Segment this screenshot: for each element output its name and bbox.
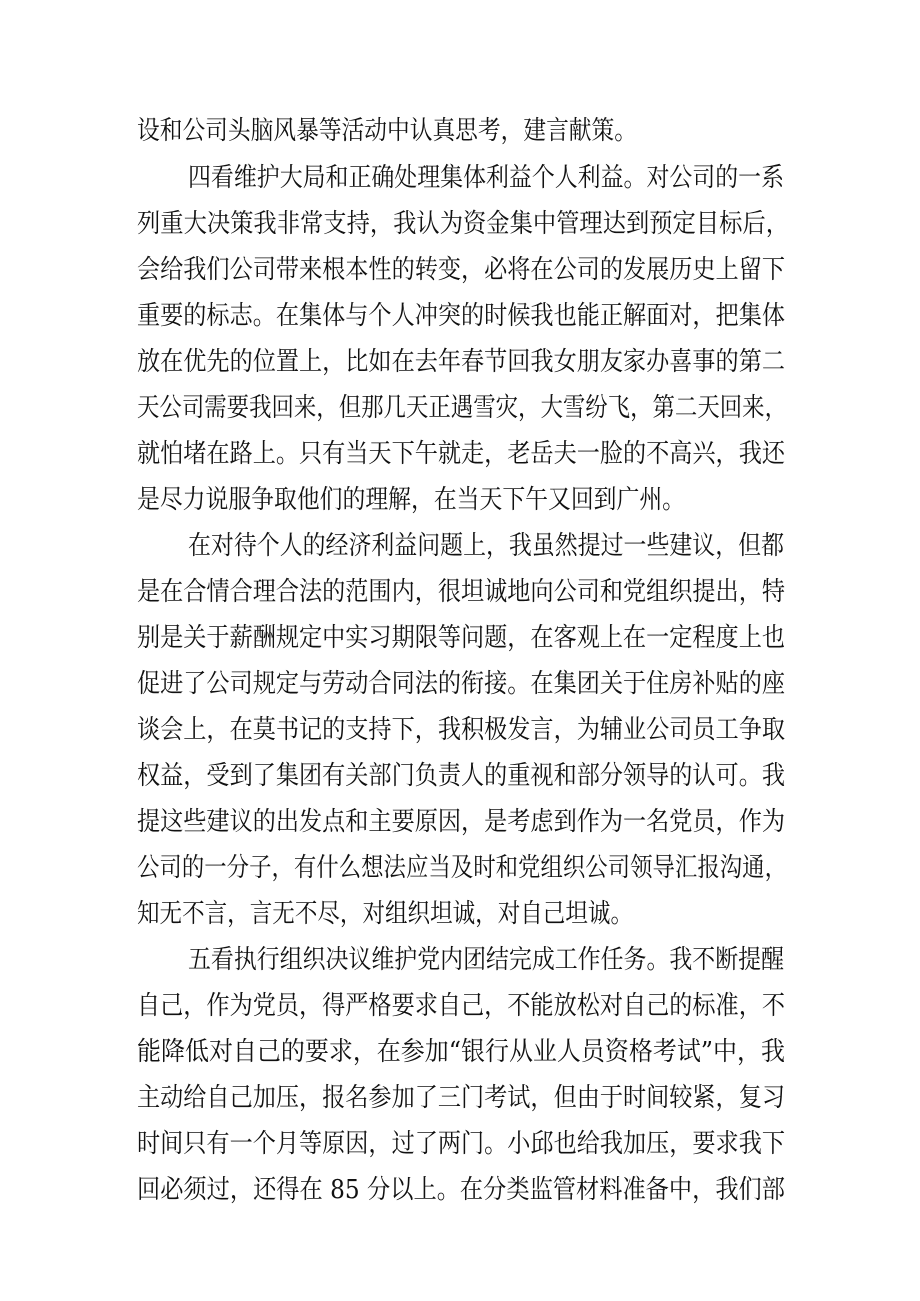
text-line	[0, 984, 920, 1028]
text-line-content: 别是关于薪酬规定中实习期限等问题，在客观上在一定程度上也	[137, 623, 785, 653]
text-line-content: 公司的一分子，有什么想法应当及时和党组织公司领导汇报沟通，	[137, 853, 787, 883]
text-line	[0, 1030, 920, 1074]
text-line	[0, 432, 920, 476]
text-line-content: 促进了公司规定与劳动合同法的衔接。在集团关于住房补贴的座	[137, 669, 785, 699]
text-line	[0, 340, 920, 384]
text-line-content: 权益，受到了集团有关部门负责人的重视和部分领导的认可。我	[137, 761, 785, 791]
text-line-content: 自己，作为党员，得严格要求自己，不能放松对自己的标准，不	[137, 991, 785, 1021]
paragraph-first-line	[0, 524, 920, 568]
text-line-content: 是在合情合理合法的范围内，很坦诚地向公司和党组织提出，特	[137, 577, 785, 607]
text-line-content: 知无不言，言无不尽，对组织坦诚，对自己坦诚。	[137, 899, 633, 929]
text-line-content: 就怕堵在路上。只有当天下午就走，老岳夫一脸的不高兴，我还	[137, 439, 785, 469]
paragraph-first-line	[0, 938, 920, 982]
text-line	[0, 294, 920, 338]
text-line	[0, 570, 920, 614]
text-line-content: 天公司需要我回来，但那几天正遇雪灾，大雪纷飞，第二天回来，	[137, 393, 787, 423]
text-line-content: 放在优先的位置上，比如在去年春节回我女朋友家办喜事的第二	[137, 347, 785, 377]
text-line	[0, 478, 920, 522]
text-line-content: 五看执行组织决议维护党内团结完成工作任务。我不断提醒	[188, 945, 784, 975]
text-line-content: 主动给自己加压，报名参加了三门考试，但由于时间较紧，复习	[137, 1083, 785, 1113]
text-line	[0, 662, 920, 706]
text-line-content: 时间只有一个月等原因，过了两门。小邱也给我加压，要求我下	[137, 1129, 785, 1159]
text-line	[0, 386, 920, 430]
text-line	[0, 800, 920, 844]
text-line-content: 列重大决策我非常支持，我认为资金集中管理达到预定目标后，	[137, 209, 789, 239]
text-line	[0, 892, 920, 936]
text-line-content: 四看维护大局和正确处理集体利益个人利益。对公司的一系	[188, 163, 784, 193]
text-line-content: 会给我们公司带来根本性的转变，必将在公司的发展历史上留下	[137, 255, 785, 285]
text-line	[0, 616, 920, 660]
text-line	[0, 1076, 920, 1120]
text-line-content: 重要的标志。在集体与个人冲突的时候我也能正解面对，把集体	[137, 301, 785, 331]
text-line-content: 谈会上，在莫书记的支持下，我积极发言，为辅业公司员工争取	[137, 715, 785, 745]
text-line-content: 是尽力说服争取他们的理解，在当天下午又回到广州。	[137, 485, 685, 515]
text-line	[0, 754, 920, 798]
text-line	[0, 248, 920, 292]
text-line	[0, 708, 920, 752]
text-line	[0, 202, 920, 246]
text-line	[0, 109, 920, 153]
text-line-content: 在对待个人的经济利益问题上，我虽然提过一些建议，但都	[188, 531, 784, 561]
text-line	[0, 1168, 920, 1212]
paragraph-first-line	[0, 156, 920, 200]
text-line-content: 设和公司头脑风暴等活动中认真思考，建言献策。	[137, 116, 637, 146]
text-line-content: 回必须过，还得在 85 分以上。在分类监管材料准备中，我们部	[137, 1175, 785, 1205]
text-line-content: 提这些建议的出发点和主要原因，是考虑到作为一名党员，作为	[137, 807, 785, 837]
text-line	[0, 1122, 920, 1166]
text-line	[0, 846, 920, 890]
text-line-content: 能降低对自己的要求，在参加“银行从业人员资格考试”中，我	[137, 1037, 785, 1067]
